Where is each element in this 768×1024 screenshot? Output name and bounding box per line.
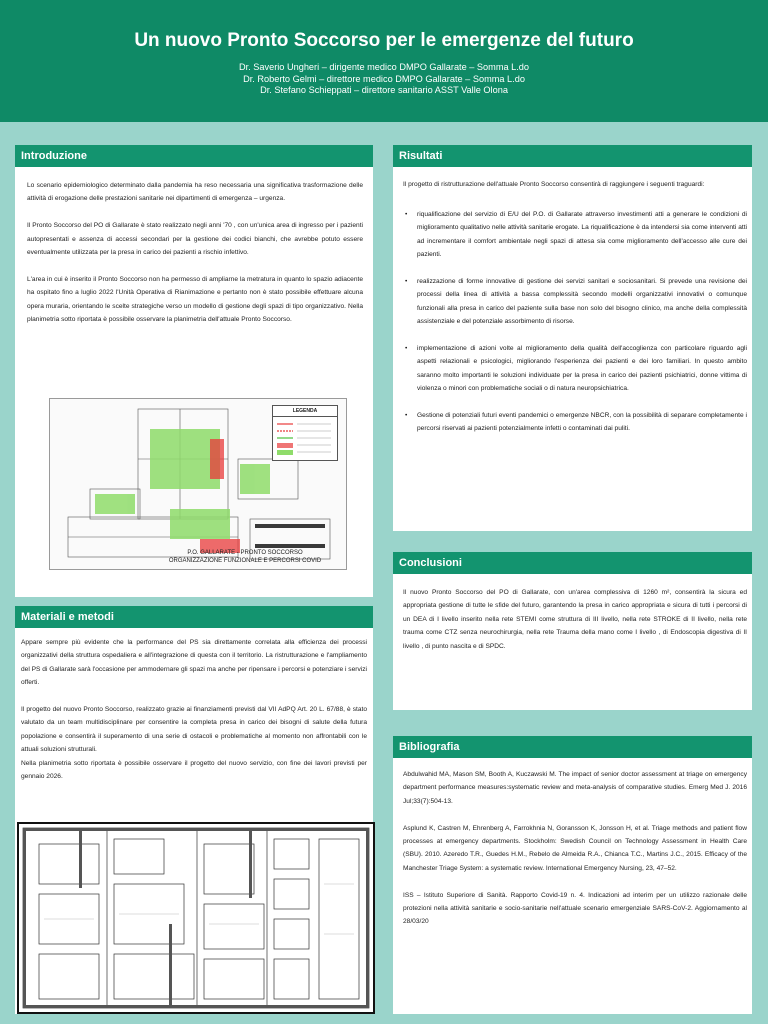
results-panel (393, 145, 752, 531)
floorplan-legend (272, 405, 338, 461)
intro-paragraph: Lo scenario epidemiologico determinato dalla pandemia ha reso necessaria una significativa trasformazione delle attività di erogazione delle prestazioni sanitarie nei dipartimenti di emergenza – urgenza. (27, 182, 363, 203)
intro-paragraph: L'area in cui è inserito il Pronto Soccorso non ha permesso di ampliarne la metratura in quanto lo spazio adiacente ha ospitato fino a luglio 2022 l'Unità Operativa di Rianimazione e pertanto non è stato possibile effettuare alcuna opera muraria, orientando le scelte strategiche verso un modello di gestione degli spazi di tipo organizzativo. Nella planimetria sotto riportata è possibile osservare la planimetria dell'attuale Pronto Soccorso. (27, 275, 363, 324)
bibliography-panel (393, 736, 752, 1014)
legend-keys (273, 417, 337, 457)
conclusions-text: Il nuovo Pronto Soccorso del PO di Gallarate, con un'area complessiva di 1260 m², consentirà la sicura ed appropriata gestione di tutte le sfide del futuro, garantendo la presa in carico appropriata e sicura di tutti i percorsi di un DEA di I livello inserito nella rete STEMI come struttura di III livello, nella rete STROKE di II livello, nella rete trauma come CTZ senza neurochirurgia, nella rete Trauma della mano come I livello , di Endoscopia digestiva di II livello , di punto nascita e di SPDC. (403, 589, 747, 650)
conclusions-panel (393, 552, 752, 710)
new-floorplan (17, 822, 375, 1014)
materials-paragraph: Il progetto del nuovo Pronto Soccorso, realizzato grazie ai finanziamenti previsti dal VII AdPQ Art. 20 L. 67/88, è stato valutato da un team multidisciplinare per consentire la completa presa in carico dei bisogni di salute della futura popolazione e consentirà il superamento di una serie di ostacoli e problematiche al momento non affrontabili con le attuali soluzioni strutturali. (21, 706, 367, 754)
results-item: • implementazione di azioni volte al miglioramento della qualità dell'accoglienza con particolare riguardo agli aspetti relazionali e psicologici, migliorando l'esperienza dei pazienti e dei loro familiari. In questo ambito saranno molto importanti le soluzioni individuate per la presa in carico dei pazienti psichiatrici, donne vittima di violenza o minori con problematiche sociali o di natura neuropsichiatrica. (403, 342, 747, 396)
bibliography-title: Bibliografia (393, 736, 752, 758)
poster-header (0, 0, 768, 122)
author-line: Dr. Stefano Schieppati – direttore sanitario ASST Valle Olona (260, 85, 508, 95)
materials-panel (15, 606, 373, 1014)
floorplan-caption (150, 549, 340, 565)
author-line: Dr. Saverio Ungheri – dirigente medico DMPO Gallarate – Somma L.do (238, 62, 530, 72)
results-title: Risultati (393, 145, 752, 167)
intro-panel (15, 145, 373, 597)
legend-title: LEGENDA (273, 406, 337, 417)
materials-paragraph: Nella planimetria sotto riportata è possibile osservare il progetto del nuovo servizio, con fine dei lavori previsti per gennaio 2026. (21, 759, 367, 781)
intro-paragraph: Il Pronto Soccorso del PO di Gallarate è stato realizzato negli anni '70 , con un'unica area di ingresso per i pazienti autopresentati e assenza di accessi secondari per la gestione dei codici bianchi, che avrebbe potuto essere eventualmente utilizzata per la presa in carico dei pazienti a rischio infettivo. (27, 222, 363, 257)
results-item: • realizzazione di forme innovative di gestione dei servizi sanitari e sociosanitari. Si prevede una revisione dei processi della linea di attività a bassa complessità secondo modelli organizzativi innovativi o comunque funzionali alla presa in carico del paziente sulla base non solo del bisogno clinico, ma anche della complessità assistenziale e del potenziale assorbimento di risorse. (403, 275, 747, 329)
author-line: Dr. Roberto Gelmi – direttore medico DMPO Gallarate – Somma L.do (243, 73, 525, 84)
intro-title: Introduzione (15, 145, 373, 167)
results-item: • Gestione di potenziali futuri eventi pandemici o emergenze NBCR, con la possibilità di separare completamente i percorsi riservati ai pazienti potenzialmente infetti o contaminati dai puliti. (403, 409, 747, 436)
bibliography-entry: Abdulwahid MA, Mason SM, Booth A, Kuczawski M. The impact of senior doctor assessment at triage on emergency department performance measures:systematic review and meta-analysis of comparative studies. Emerg Med J. 2016 Jul;33(7):504-13. (403, 771, 747, 805)
caption-line: P.O. GALLARATE - PRONTO SOCCORSO (187, 550, 303, 556)
poster-title: Un nuovo Pronto Soccorso per le emergenze del futuro (134, 30, 634, 51)
results-item: • riqualificazione del servizio di E/U del P.O. di Gallarate attraverso investimenti atti a generare le condizioni di miglioramento qualitativo nelle attività sanitarie erogate. La riqualificazione è da intendersi sia come interventi atti ad incrementare il comfort ambientale negli spazi di attesa sia come miglioramento dell'accesso alle cure dei pazienti. (403, 208, 747, 262)
intro-text (27, 179, 363, 340)
materials-paragraph: Appare sempre più evidente che la performance del PS sia direttamente correlata alla efficienza dei processi organizzativi della struttura ospedaliera e all'integrazione di questa con il territorio. La ristrutturazione e l'ampliamento del PS di Gallarate sarà l'occasione per ammodernare gli spazi ma anche per ripensare i percorsi e potenziare i servizi offerti. (21, 639, 367, 687)
results-list (403, 208, 747, 449)
current-floorplan (49, 398, 347, 570)
conclusions-title: Conclusioni (393, 552, 752, 574)
bibliography-text (403, 768, 747, 942)
materials-title: Materiali e metodi (15, 606, 373, 628)
authors-block (0, 62, 768, 97)
bibliography-entry: ISS – Istituto Superiore di Sanità. Rapporto Covid-19 n. 4. Indicazioni ad interim per un utilizzo razionale delle protezioni nella attività sanitarie e socio-sanitarie nell'attuale scenario emergenziale SARS-CoV-2. Aggiornamento al 28/03/20 (403, 891, 747, 926)
materials-text (21, 636, 367, 797)
bibliography-entry: Asplund K, Castren M, Ehrenberg A, Farrokhnia N, Goransson K, Jonsson H, et al. Triage methods and patient flow processes at emergency departments. Stockholm: Swedish Council on Technology Assessment in Health Care (SBU). 2010. Azeredo T.R., Guedes H.M., Rebelo de Almeida R.A., Chianca T.C., Martins J.C., 2015. Efficacy of the Manchester Triage System: a systematic review. International Emergency Nursing, 23, 47–52. (403, 824, 747, 872)
new-floorplan-drawing (19, 824, 373, 1012)
results-intro: Il progetto di ristrutturazione dell'attuale Pronto Soccorso consentirà di raggiungere i seguenti traguardi: (403, 181, 705, 188)
caption-line: ORGANIZZAZIONE FUNZIONALE E PERCORSI COVID (168, 558, 322, 564)
